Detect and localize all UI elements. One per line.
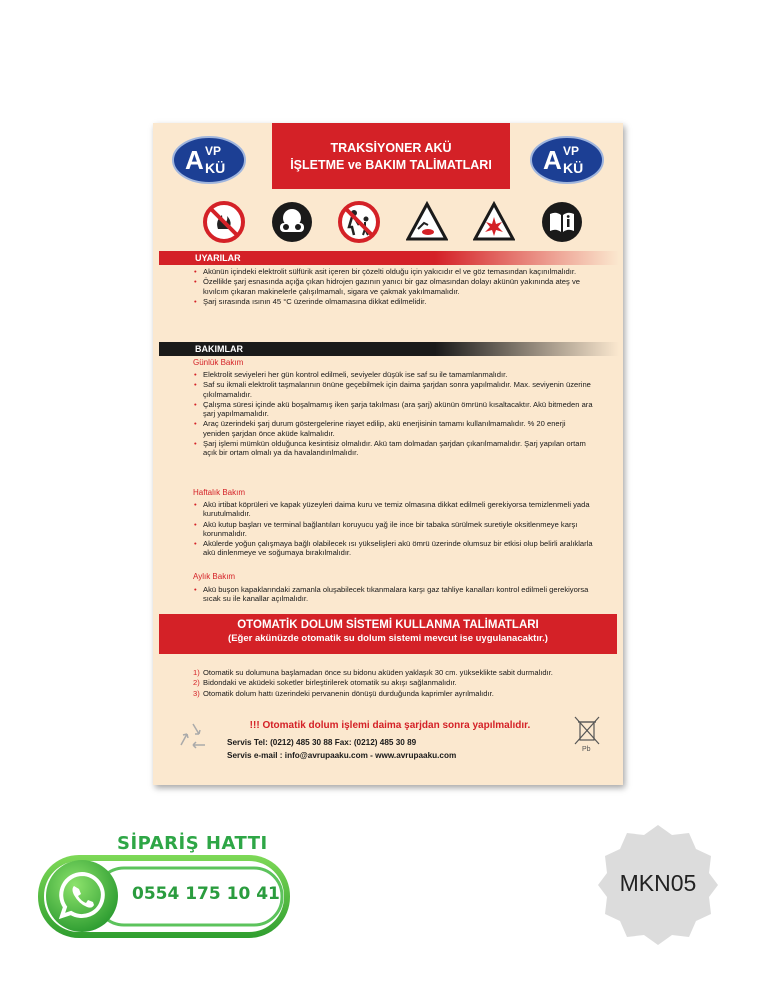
gunluk-bakim-list: [193, 370, 593, 459]
auto-fill-steps: [193, 668, 593, 699]
list-item: • Elektrolit seviyeleri her gün kontrol edilmeli, seviyeler düşük ise saf su ile tamamlanmalıdır.: [193, 370, 593, 379]
order-phone-number[interactable]: 0554 175 10 41: [132, 884, 280, 904]
contact-email-web: Servis e-mail : info@avrupaaku.com - www.avrupaaku.com: [227, 751, 457, 760]
read-manual-icon: [541, 201, 583, 243]
instruction-poster: [153, 123, 623, 785]
poster-title: [272, 123, 510, 189]
list-item: • Akü kutup başları ve terminal bağlantıları koruyucu yağ ile ince bir tabaka sürülmek suretiyle oksitlenmeye karşı korunmalıdır.: [193, 520, 593, 539]
title-line-2: İŞLETME ve BAKIM TALİMATLARI: [290, 158, 492, 172]
list-item: • Özellikle şarj esnasında açığa çıkan hidrojen gazının yanıcı bir gaz olmasından dolayı akünün yakınında ateş ve kıvılcım çıkaran makinelerle çalışılmamalı, sigara ve çakmak yakılmamalıdır.: [193, 277, 593, 296]
svg-text:A: A: [543, 145, 562, 175]
no-fire-icon: [203, 201, 245, 243]
whatsapp-icon: [42, 858, 122, 934]
list-item: • Akü irtibat köprüleri ve kapak yüzeyleri daima kuru ve temiz olmasına dikkat edilmeli gerekiyorsa temizlenmeli yada kurutulmalıdır.: [193, 500, 593, 519]
order-line-title: SİPARİŞ HATTI: [117, 833, 268, 854]
avp-aku-logo-left: [171, 135, 247, 185]
list-item: • Saf su ikmali elektrolit taşmalarının önüne geçebilmek için daima şarjdan sonra yapılmalıdır. Max. seviyenin üzerine çıkılmamalıdır.: [193, 380, 593, 399]
acid-warning-icon: [406, 201, 448, 243]
crossed-bin-icon: [571, 713, 603, 753]
list-item: • Şarj işlemi mümkün olduğunca kesintisiz olmalıdır. Akü tam dolmadan şarjdan çıkarılmamalıdır. Şarj yapılan ortam açık bir ortam olmalı ya da havalandırılmalıdır.: [193, 439, 593, 458]
svg-text:KÜ: KÜ: [205, 160, 226, 176]
goggles-icon: [271, 201, 313, 243]
contact-phone-fax: Servis Tel: (0212) 485 30 88 Fax: (0212) 485 30 89: [227, 738, 417, 747]
aylik-bakim-title: Aylık Bakım: [193, 572, 236, 581]
uyarilar-list: [193, 267, 593, 307]
auto-fill-header: [159, 614, 617, 654]
svg-text:KÜ: KÜ: [563, 160, 584, 176]
list-item: 3) Otomatik dolum hattı üzerindeki pervanenin dönüşü durduğunda kaprimler ayrılmalıdır.: [193, 688, 494, 698]
no-children-icon: [338, 201, 380, 243]
uyarilar-header: UYARILAR: [159, 251, 619, 265]
avp-aku-logo-right: [529, 135, 605, 185]
list-item: • Akülerde yoğun çalışmaya bağlı olabilecek ısı yükselişleri akü ömrü üzerinde olumsuz bir etkisi olup belirli aralıklarla akü dinlenmeye ve soğumaya bırakılmalıdır.: [193, 539, 593, 558]
auto-fill-warning: !!! Otomatik dolum işlemi daima şarjdan sonra yapılmalıdır.: [249, 720, 531, 731]
bakimlar-header: BAKIMLAR: [159, 342, 619, 356]
haftalik-bakim-title: Haftalık Bakım: [193, 488, 246, 497]
list-item: 1) Otomatik su dolumuna başlamadan önce su bidonu aküden yaklaşık 30 cm. yükseklikte sabit durmalıdır.: [193, 668, 553, 677]
list-item: • Akü buşon kapaklarındaki zamanla oluşabilecek tıkanmalara karşı gaz tahliye kanalları kontrol edilmeli gerekiyorsa sıcak su ile kanallar açılmalıdır.: [193, 585, 593, 604]
recycle-icon: [177, 721, 209, 751]
list-item: 2) Bidondaki ve aküdeki soketler birleştirilerek otomatik su akışı sağlanmalıdır.: [193, 678, 457, 688]
svg-text:A: A: [185, 145, 204, 175]
auto-fill-subtitle: (Eğer akünüzde otomatik su dolum sistemi mevcut ise uygulanacaktır.): [228, 633, 548, 644]
haftalik-bakim-list: [193, 500, 593, 559]
safety-icons-row: [203, 201, 583, 243]
list-item: • Şarj sırasında ısının 45 °C üzerinde olmamasına dikkat edilmelidir.: [193, 297, 593, 306]
product-code: MKN05: [619, 870, 697, 896]
list-item: • Akünün içindeki elektrolit sülfürik asit içeren bir çözelti olduğu için yakıcıdır el ve göz temasından kaçınılmalıdır.: [193, 267, 593, 276]
list-item: • Araç üzerindeki şarj durum göstergelerine riayet edilip, akü enerjisinin tamamı kullanılmamalıdır. % 20 enerji yeniden şarjdan önce aküde kalmalıdır.: [193, 419, 593, 438]
svg-text:VP: VP: [205, 144, 222, 158]
list-item: • Çalışma süresi içinde akü boşalmamış iken şarja takılması (ara şarj) akünün ömrünü kısaltacaktır. Akü bitmeden ara şarj yapılmamalıdır.: [193, 400, 593, 419]
auto-fill-title: OTOMATİK DOLUM SİSTEMİ KULLANMA TALİMATLARI: [237, 619, 539, 631]
explosion-warning-icon: [473, 201, 515, 243]
gunluk-bakim-title: Günlük Bakım: [193, 358, 244, 367]
title-line-1: TRAKSİYONER AKÜ: [330, 141, 452, 155]
svg-text:Pb: Pb: [582, 746, 591, 753]
aylik-bakim-list: [193, 585, 593, 605]
svg-text:VP: VP: [563, 144, 580, 158]
